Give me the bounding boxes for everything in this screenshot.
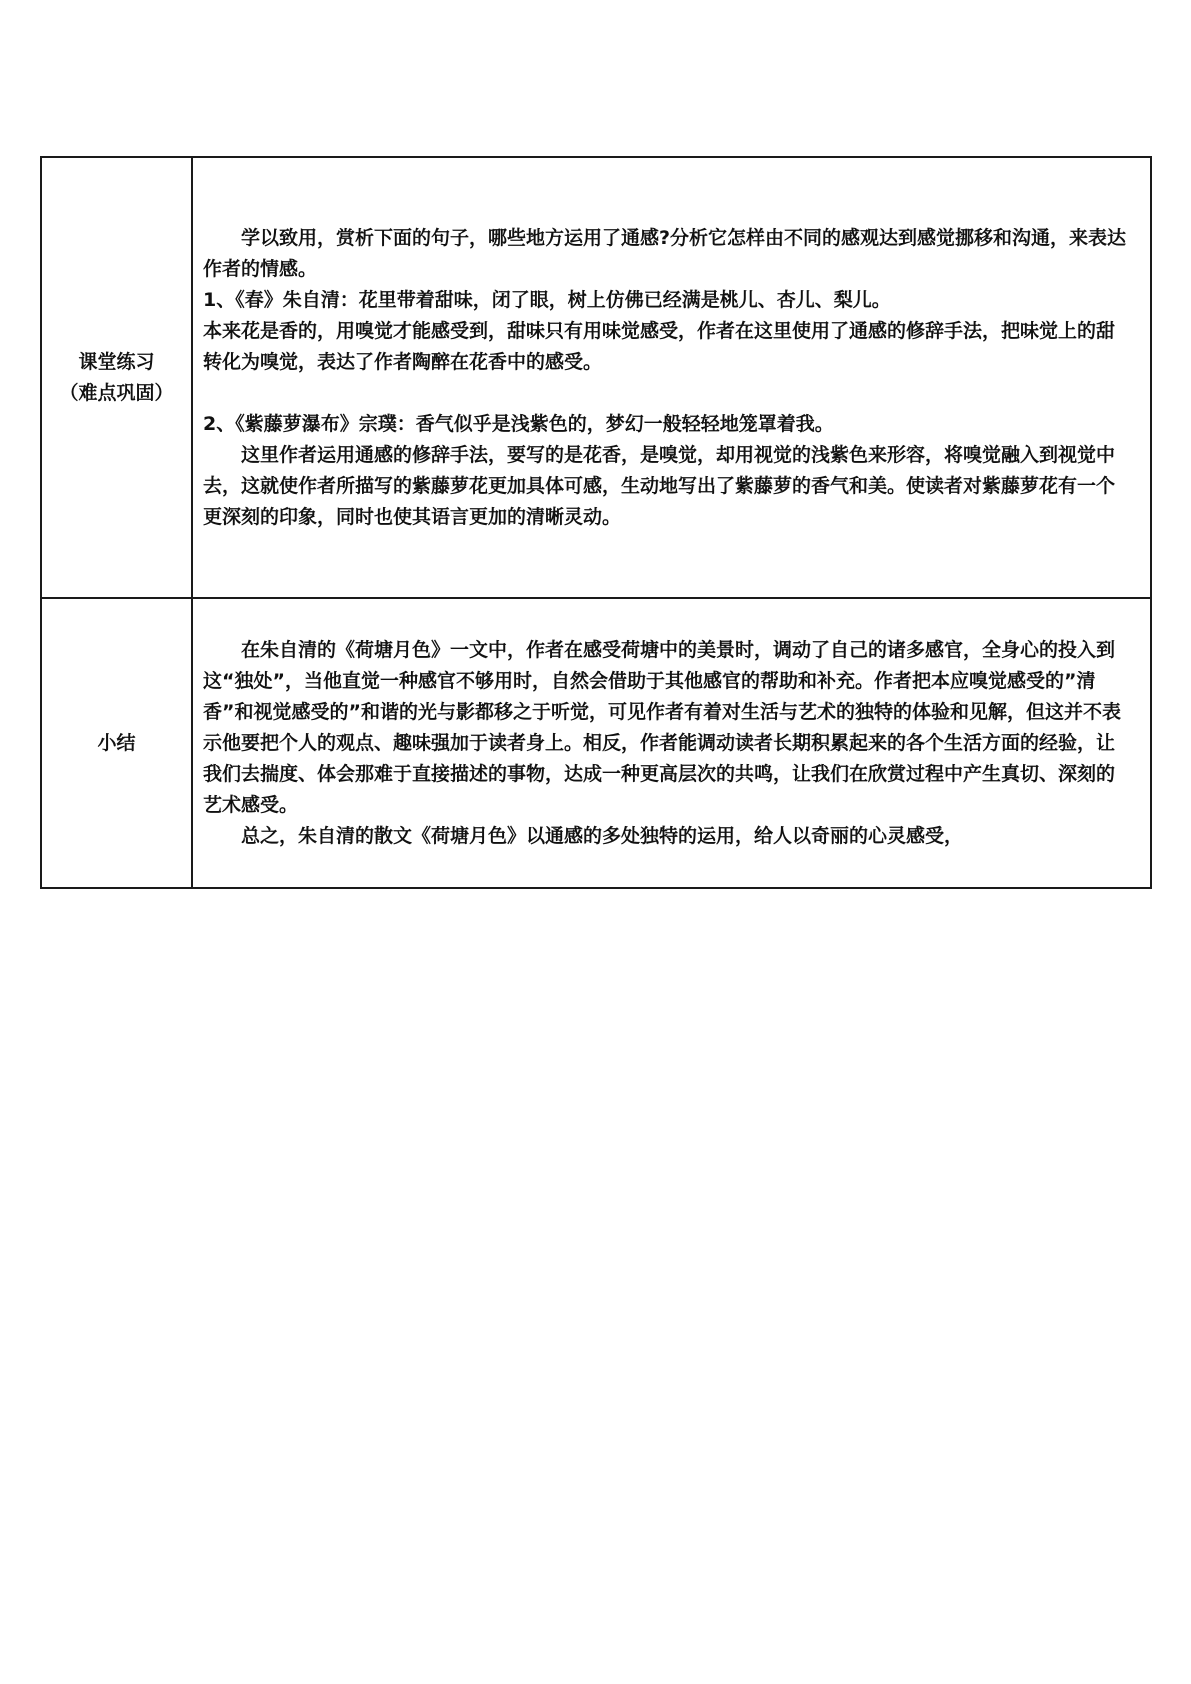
practice-item2-title: 2、《紫藤萝瀑布》宗璞：香气似乎是浅紫色的，梦幻一般轻轻地笼罩着我。 (203, 412, 834, 435)
practice-label-line2: （难点巩固） (59, 381, 174, 404)
practice-label-line1: 课堂练习 (78, 350, 155, 373)
summary-content-cell (192, 598, 1151, 888)
table-row-summary (41, 598, 1151, 888)
practice-item1-analysis: 本来花是香的，用嗅觉才能感受到，甜味只有用味觉感受，作者在这里使用了通感的修辞手法，把味觉上的甜转化为嗅觉，表达了作者陶醉在花香中的感受。 (203, 319, 1116, 373)
table-row-practice (41, 157, 1151, 598)
paragraph-spacer (203, 378, 1130, 409)
practice-item2-analysis: 这里作者运用通感的修辞手法，要写的是花香，是嗅觉，却用视觉的浅紫色来形容，将嗅觉融入到视觉中去，这就使作者所描写的紫藤萝花更加具体可感，生动地写出了紫藤萝的香气和美。使读者对紫藤萝花有一个更深刻的印象，同时也使其语言更加的清晰灵动。 (203, 443, 1116, 528)
summary-paragraph-1: 在朱自清的《荷塘月色》一文中，作者在感受荷塘中的美景时，调动了自己的诸多感官，全身心的投入到这“独处”，当他直觉一种感官不够用时，自然会借助于其他感官的帮助和补充。作者把本应嗅觉感受的”清香”和视觉感受的”和谐的光与影都移之于听觉，可见作者有着对生活与艺术的独特的体验和见解，但这并不表示他要把个人的观点、趣味强加于读者身上。相反，作者能调动读者长期积累起来的各个生活方面的经验，让我们去揣度、体会那难于直接描述的事物，达成一种更高层次的共鸣，让我们在欣赏过程中产生真切、深刻的艺术感受。 (203, 638, 1121, 816)
summary-label-cell (41, 598, 192, 888)
practice-item1-title: 1、《春》朱自清：花里带着甜味，闭了眼，树上仿佛已经满是桃儿、杏儿、梨儿。 (203, 288, 891, 311)
summary-label: 小结 (97, 731, 136, 754)
practice-content-cell (192, 157, 1151, 598)
summary-paragraph-2: 总之，朱自清的散文《荷塘月色》以通感的多处独特的运用，给人以奇丽的心灵感受， (241, 824, 964, 847)
practice-intro: 学以致用，赏析下面的句子，哪些地方运用了通感?分析它怎样由不同的感观达到感觉挪移和沟通，来表达作者的情感。 (203, 226, 1127, 280)
lesson-plan-table (40, 156, 1152, 889)
practice-label-cell (41, 157, 192, 598)
